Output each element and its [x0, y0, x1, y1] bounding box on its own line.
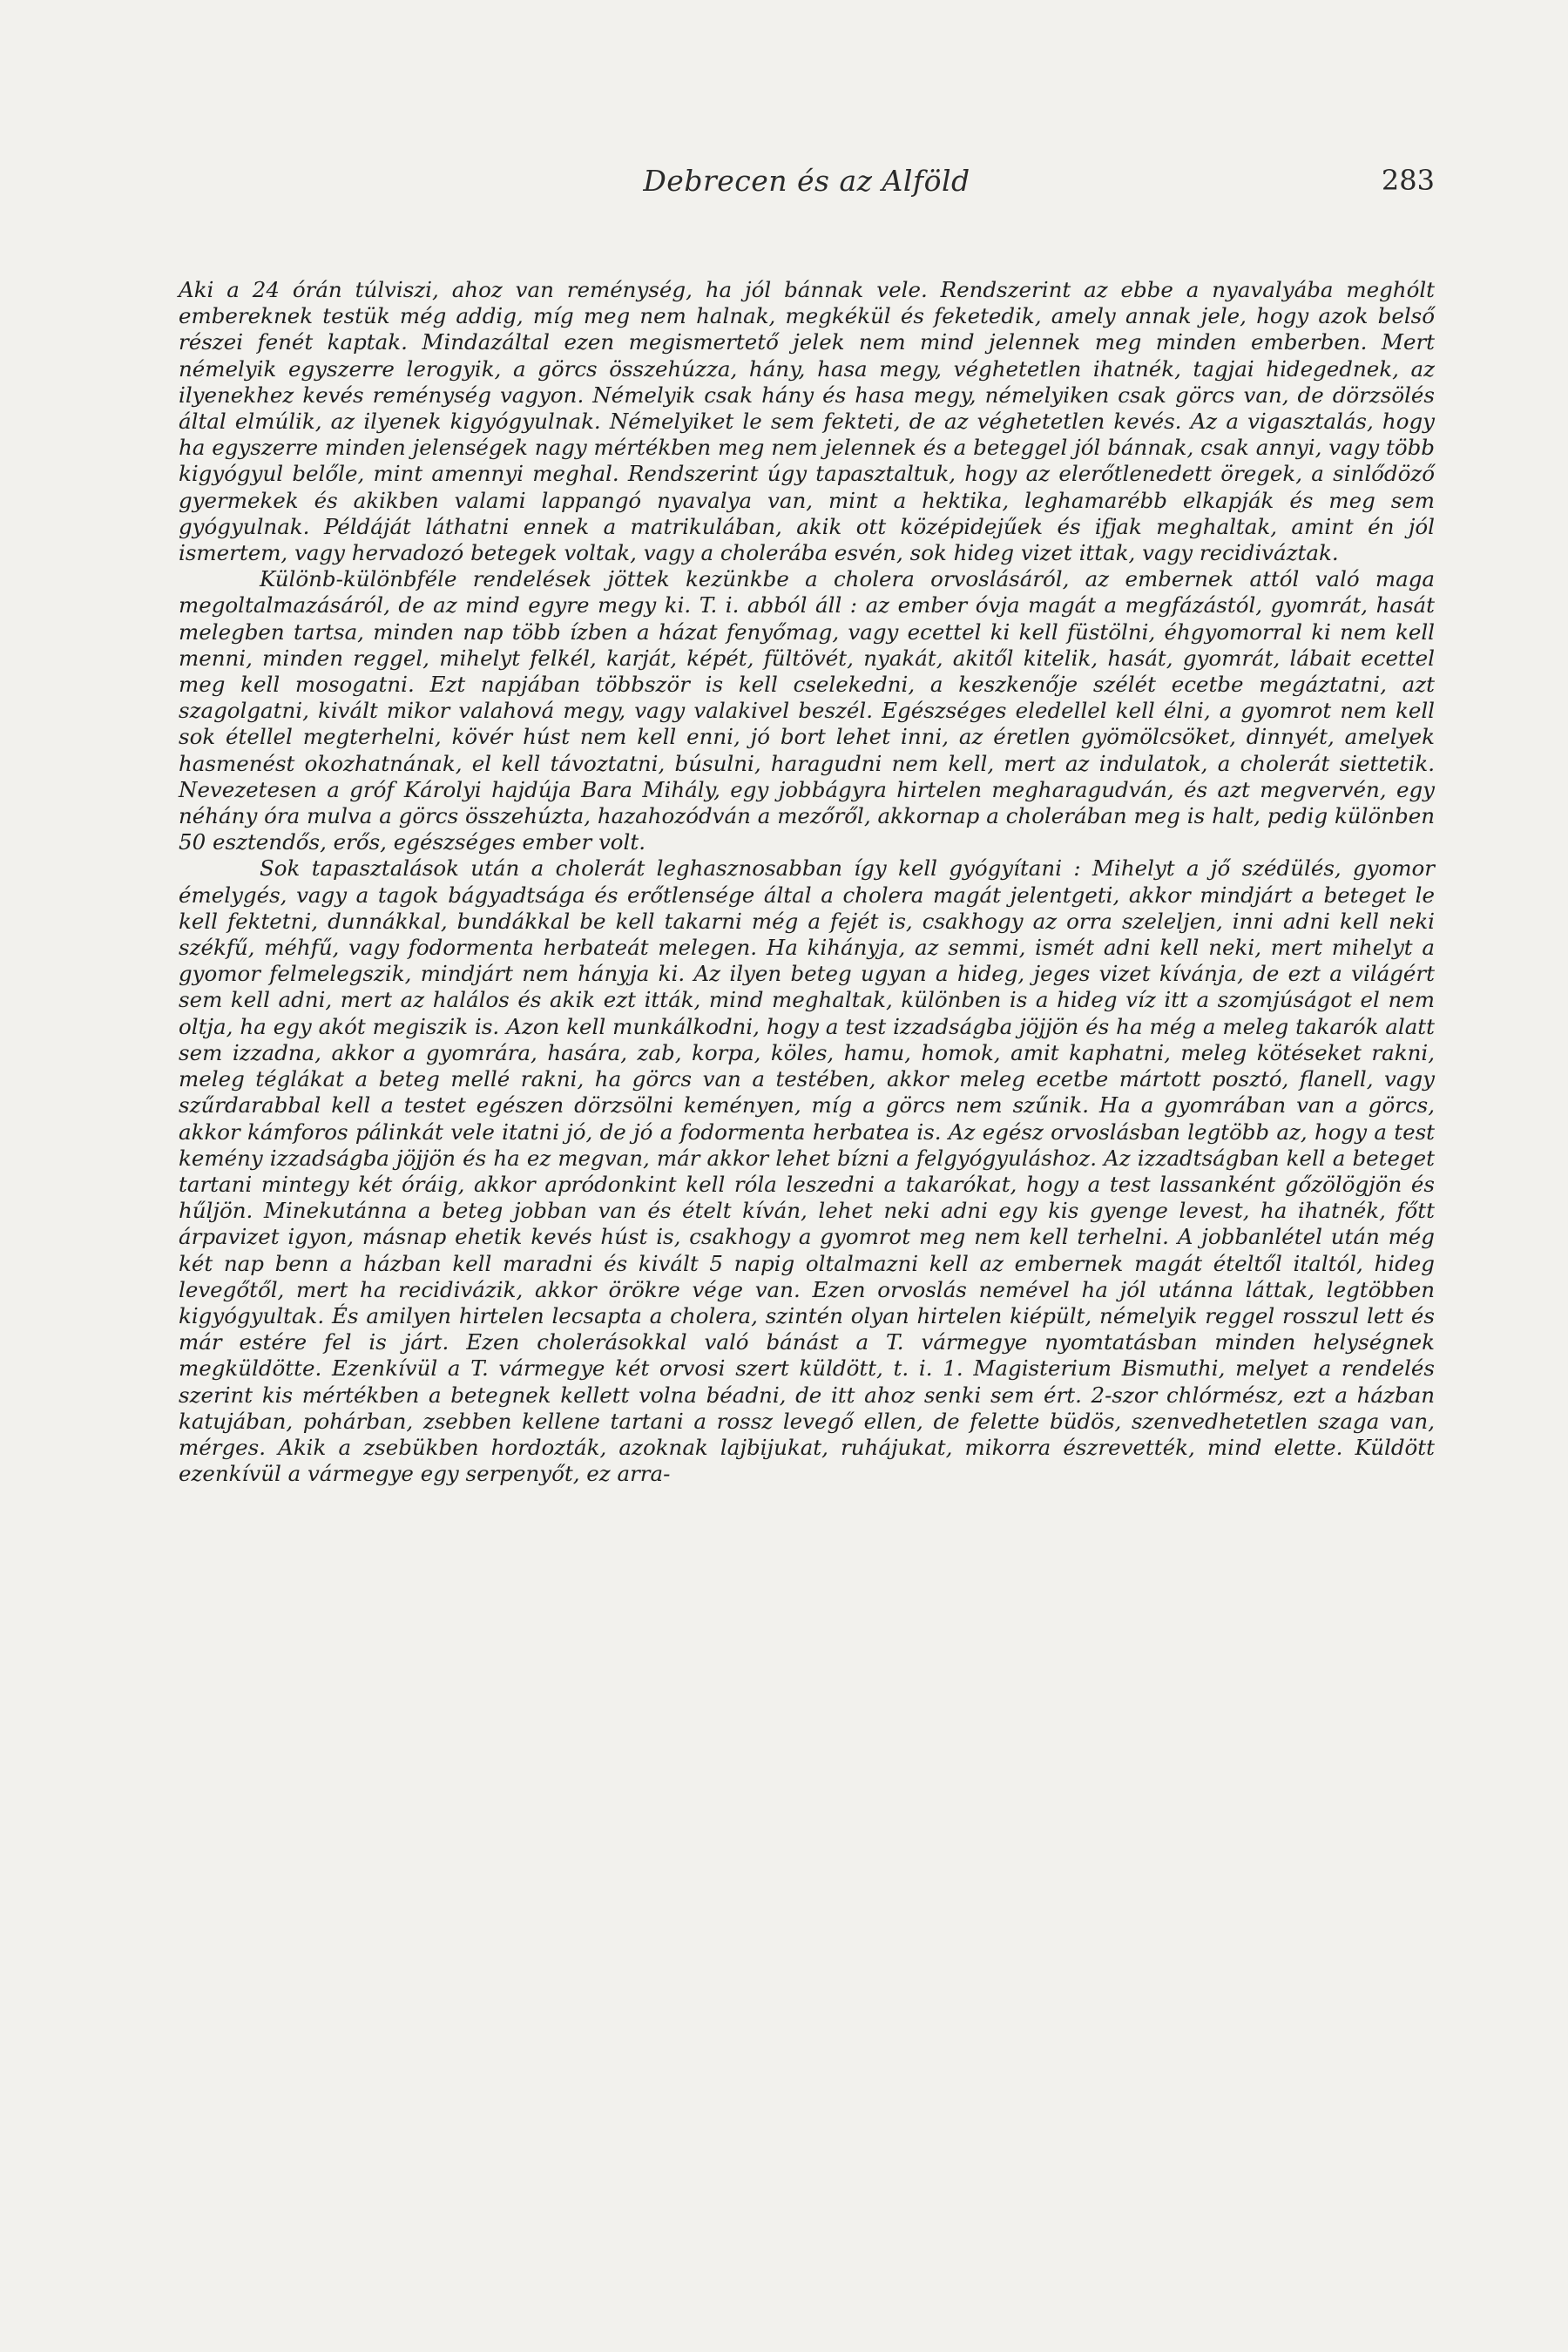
- paragraph-1: Aki a 24 órán túlviszi, ahoz van reménység, ha jól bánnak vele. Rendszerint az ebbe a nyavalyába meghólt embereknek testük még addig, míg meg nem halnak, megkékül és feketedik, amely annak jele, hogy azok belső részei fenét kaptak. Mindazáltal ezen megismertető jelek nem mind jelennek meg minden emberben. Mert némelyik egyszerre lerogyik, a görcs összehúzza, hány, hasa megy, véghetetlen ihatnék, tagjai hidegednek, az ilyenekhez kevés reménység vagyon. Némelyik csak hány és hasa megy, némelyiken csak görcs van, de dörzsölés által elmúlik, az ilyenek kigyógyulnak. Némelyiket le sem fekteti, de az véghetetlen kevés. Az a vigasztalás, hogy ha egyszerre minden jelenségek nagy mértékben meg nem jelennek és a beteggel jól bánnak, csak annyi, vagy több kigyógyul belőle, mint amennyi meghal. Rendszerint úgy tapasztaltuk, hogy az elerőtlenedett öregek, a sinlődöző gyermekek és akikben valami lappangó nyavalya van, mint a hektika, leghamarébb elkapják és meg sem gyógyulnak. Példáját láthatni ennek a matrikulában, akik ott középidejűek és ifjak meghaltak, amint én jól ismertem, vagy hervadozó betegek voltak, vagy a cholerába esvén, sok hideg vizet ittak, vagy recidiváztak.: [179, 277, 1435, 566]
- body-text: [179, 277, 1435, 1487]
- paragraph-3: Sok tapasztalások után a cholerát leghasznosabban így kell gyógyítani : Mihelyt a jő szédülés, gyomor émelygés, vagy a tagok bágyadtsága és erőtlensége által a cholera magát jelentgeti, akkor mindjárt a beteget le kell fektetni, dunnákkal, bundákkal be kell takarni még a fejét is, csakhogy az orra szeleljen, inni adni kell neki székfű, méhfű, vagy fodormenta herbateát melegen. Ha kihányja, az semmi, ismét adni kell neki, mert mihelyt a gyomor felmelegszik, mindjárt nem hányja ki. Az ilyen beteg ugyan a hideg, jeges vizet kívánja, de ezt a világért sem kell adni, mert az halálos és akik ezt itták, mind meghaltak, különben is a hideg víz itt a szomjúságot el nem oltja, ha egy akót megiszik is. Azon kell munkálkodni, hogy a test izzadságba jöjjön és ha még a meleg takarók alatt sem izzadna, akkor a gyomrára, hasára, zab, korpa, köles, hamu, homok, amit kaphatni, meleg kötéseket rakni, meleg téglákat a beteg mellé rakni, ha görcs van a testében, akkor meleg ecetbe mártott posztó, flanell, vagy szűrdarabbal kell a testet egészen dörzsölni keményen, míg a görcs nem szűnik. Ha a gyomrában van a görcs, akkor kámforos pálinkát vele itatni jó, de jó a fodormenta herbatea is. Az egész orvoslásban legtöbb az, hogy a test kemény izzadságba jöjjön és ha ez megvan, már akkor lehet bízni a felgyógyuláshoz. Az izzadtságban kell a beteget tartani mintegy két óráig, akkor apródonkint kell róla leszedni a takarókat, hogy a test lassanként gőzölögjön és hűljön. Minekutánna a beteg jobban van és ételt kíván, lehet neki adni egy kis gyenge levest, ha ihatnék, főtt árpavizet igyon, másnap ehetik kevés húst is, csakhogy a gyomrot meg nem kell terhelni. A jobbanlétel után még két nap benn a házban kell maradni és kivált 5 napig oltalmazni kell az embernek magát ételtől italtól, hideg levegőtől, mert ha recidivázik, akkor örökre vége van. Ezen orvoslás nemével ha jól utánna láttak, legtöbben kigyógyultak. És amilyen hirtelen lecsapta a cholera, szintén olyan hirtelen kiépült, némelyik reggel rosszul lett és már estére fel is járt. Ezen cholerásokkal való bánást a T. vármegye nyomtatásban minden helységnek megküldötte. Ezenkívül a T. vármegye két orvosi szert küldött, t. i. 1. Magisterium Bismuthi, melyet a rendelés szerint kis mértékben a betegnek kellett volna béadni, de itt ahoz senki sem ért. 2-szor chlórmész, ezt a házban katujában, pohárban, zsebben kellene tartani a rossz levegő ellen, de felette büdös, szenvedhetetlen szaga van, mérges. Akik a zsebükben hordozták, azoknak lajbijukat, ruhájukat, mikorra észrevették, mind elette. Küldött ezenkívül a vármegye egy serpenyőt, ez arra-: [179, 855, 1435, 1487]
- running-head: [179, 164, 1435, 207]
- paragraph-2: Különb-különbféle rendelések jöttek kezünkbe a cholera orvoslásáról, az embernek attól való maga megoltalmazásáról, de az mind egyre megy ki. T. i. abból áll : az ember óvja magát a megfázástól, gyomrát, hasát melegben tartsa, minden nap több ízben a házat fenyőmag, vagy ecettel ki kell füstölni, éhgyomorral ki nem kell menni, minden reggel, mihelyt felkél, karját, képét, fültövét, nyakát, akitől kitelik, hasát, gyomrát, lábait ecettel meg kell mosogatni. Ezt napjában többször is kell cselekedni, a keszkenője szélét ecetbe megáztatni, azt szagolgatni, kivált mikor valahová megy, vagy valakivel beszél. Egészséges eledellel kell élni, a gyomrot nem kell sok étellel megterhelni, kövér húst nem kell enni, jó bort lehet inni, az éretlen gyömölcsöket, dinnyét, amelyek hasmenést okozhatnának, el kell távoztatni, búsulni, haragudni nem kell, mert az indulatok, a cholerát siettetik. Nevezetesen a gróf Károlyi hajdúja Bara Mihály, egy jobbágyra hirtelen megharagudván, és azt megvervén, egy néhány óra mulva a görcs összehúzta, hazahozódván a mezőről, akkornap a cholerában meg is halt, pedig különben 50 esztendős, erős, egészséges ember volt.: [179, 566, 1435, 855]
- page-number: 283: [1381, 164, 1435, 197]
- running-title: Debrecen és az Alföld: [643, 164, 970, 198]
